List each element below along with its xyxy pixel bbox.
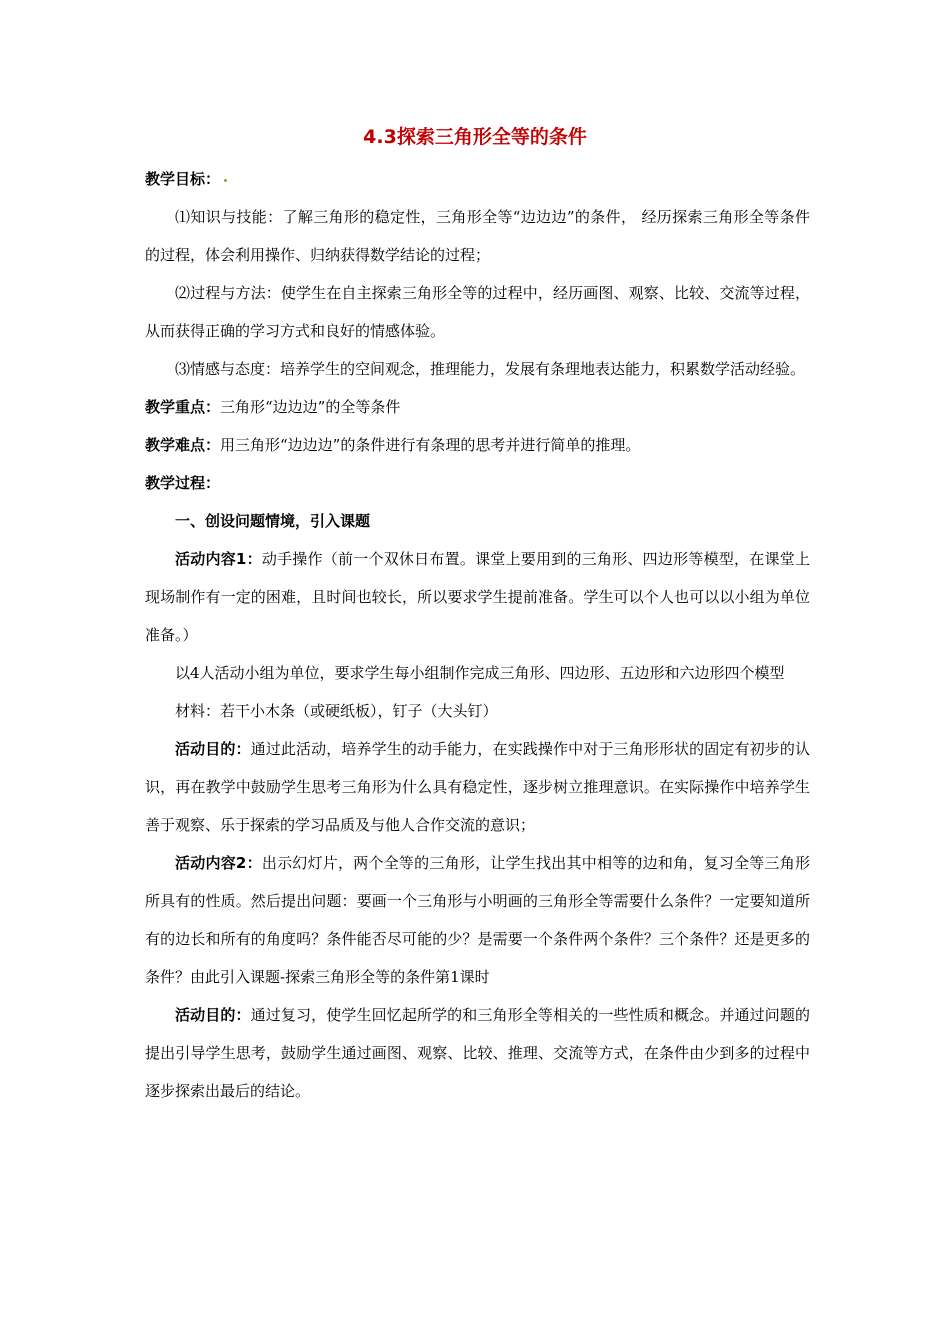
group-paragraph: 以4人活动小组为单位，要求学生每小组制作完成三角形、四边形、五边形和六边形四个模型 [175, 664, 785, 682]
process-label: 教学过程： [145, 474, 221, 492]
activity-2 [145, 844, 810, 996]
goal-item-process: ⑵过程与方法：使学生在自主探索三角形全等的过程中，经历画图、观察、比较、交流等过程，从而获得正确的学习方式和良好的情感体验。 [145, 284, 810, 340]
purpose-1 [145, 730, 810, 844]
activity-2-label: 活动内容2： [175, 854, 262, 872]
purpose-2 [145, 996, 810, 1110]
goals-heading [145, 160, 810, 198]
difficulty [145, 426, 810, 464]
purpose-2-label: 活动目的： [175, 1006, 251, 1024]
dot-mark-icon [224, 179, 227, 182]
goals-label: 教学目标： [145, 170, 221, 188]
purpose-2-text: 通过复习，使学生回忆起所学的和三角形全等相关的一些性质和概念。并通过问题的提出引导学生思考，鼓励学生通过画图、观察、比较、推理、交流等方式，在条件由少到多的过程中逐步探索出最后的结论。 [145, 1006, 810, 1100]
key-point-label: 教学重点： [145, 398, 221, 416]
goal-item-knowledge: ⑴知识与技能：了解三角形的稳定性，三角形全等“边边边”的条件， 经历探索三角形全等条件的过程，体会利用操作、归纳获得数学结论的过程； [145, 208, 810, 264]
difficulty-text: 用三角形“边边边”的条件进行有条理的思考并进行简单的推理。 [220, 436, 641, 454]
document-body [145, 160, 810, 1110]
activity-1-text: 动手操作（前一个双休日布置。课堂上要用到的三角形、四边形等模型，在课堂上现场制作有一定的困难，且时间也较长，所以要求学生提前准备。学生可以个人也可以以小组为单位准备。） [145, 550, 810, 644]
purpose-1-label: 活动目的： [175, 740, 251, 758]
materials-paragraph: 材料：若干小木条（或硬纸板），钉子（大头钉） [175, 702, 498, 720]
activity-1 [145, 540, 810, 654]
activity-2-text: 出示幻灯片，两个全等的三角形，让学生找出其中相等的边和角，复习全等三角形所具有的性质。然后提出问题：要画一个三角形与小明画的三角形全等需要什么条件？一定要知道所有的边长和所有的角度吗？条件能否尽可能的少？是需要一个条件两个条件？三个条件？还是更多的条件？由此引入课题-探索三角形全等的条件第1课时 [145, 854, 810, 986]
difficulty-label: 教学难点： [145, 436, 221, 454]
key-point [145, 388, 810, 426]
document-title: 4.3探索三角形全等的条件 [363, 126, 587, 148]
key-point-text: 三角形“边边边”的全等条件 [220, 398, 401, 416]
goal-item-attitude: ⑶情感与态度：培养学生的空间观念，推理能力，发展有条理地表达能力，积累数学活动经验。 [175, 360, 806, 378]
process-heading [145, 464, 810, 502]
purpose-1-text: 通过此活动，培养学生的动手能力，在实践操作中对于三角形形状的固定有初步的认识，再在教学中鼓励学生思考三角形为什么具有稳定性，逐步树立推理意识。在实际操作中培养学生善于观察、乐于探索的学习品质及与他人合作交流的意识； [145, 740, 810, 834]
activity-1-label: 活动内容1： [175, 550, 262, 568]
section-heading-1: 一、创设问题情境，引入课题 [175, 512, 371, 530]
